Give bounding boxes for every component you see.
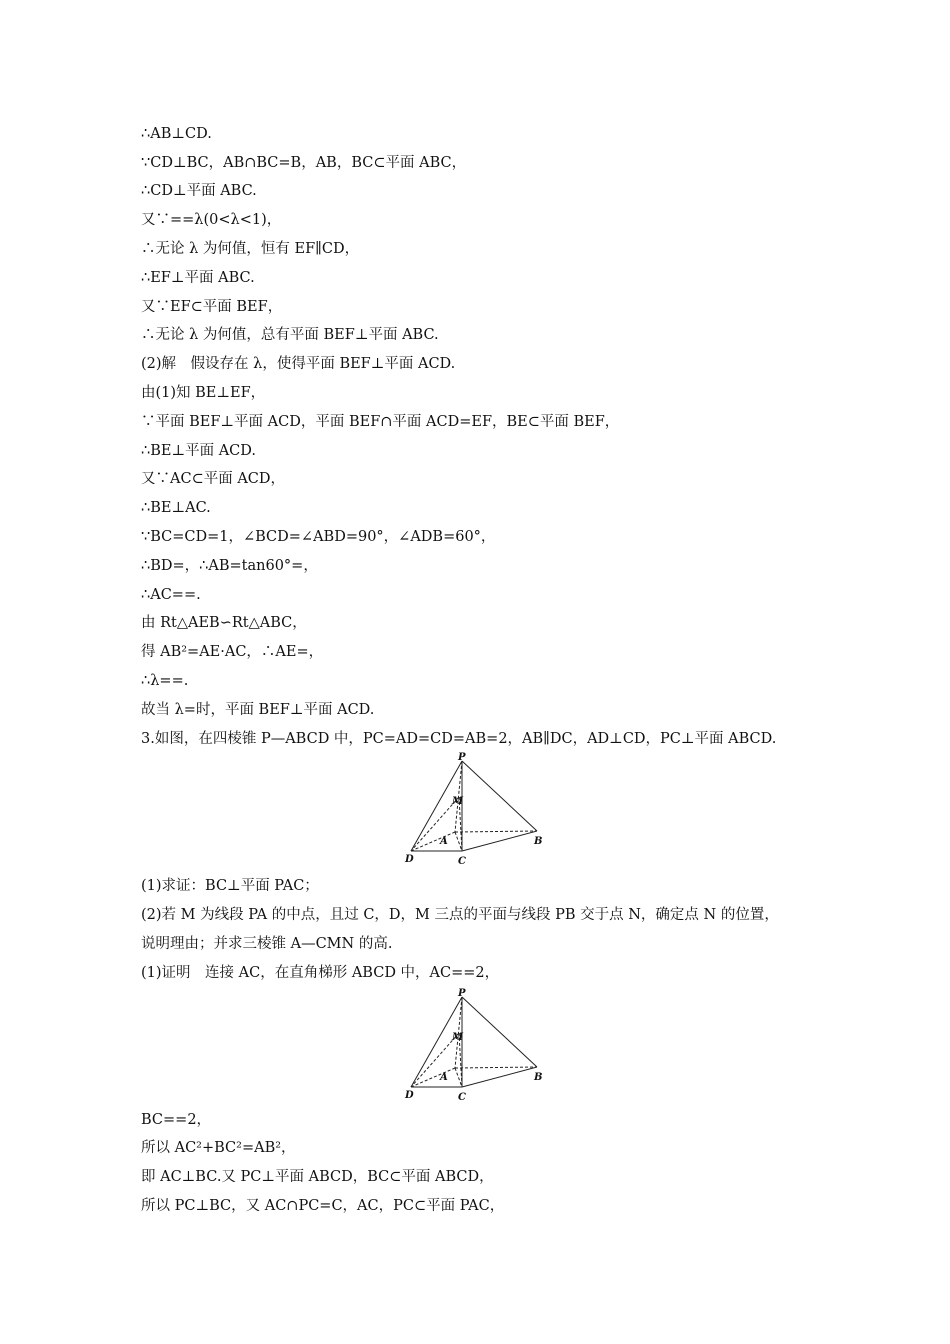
text-line: ∴无论 λ 为何值，恒有 EF∥CD， [141,241,360,257]
text-line: ∴CD⊥平面 ABC. [141,183,257,199]
vertex-label-c: C [458,856,466,867]
text-line: ∵平面 BEF⊥平面 ACD，平面 BEF∩平面 ACD=EF，BE⊂平面 BEF， [141,414,620,430]
text-line: ∴λ==. [141,673,189,689]
vertex-label-d: D [405,854,414,865]
vertex-label-b: B [534,1072,543,1083]
text-line: ∴AB⊥CD. [141,126,212,142]
text-line: 即 AC⊥BC.又 PC⊥平面 ABCD，BC⊂平面 ABCD， [141,1169,494,1185]
vertex-label-m: M [452,796,464,807]
problem-statement: 3.如图，在四棱锥 P—ABCD 中，PC=AD=CD=AB=2，AB∥DC，AD⊥CD，PC⊥平面 ABCD. [141,731,777,747]
pyramid-diagram [400,752,550,867]
text-line: (1)证明 连接 AC，在直角梯形 ABCD 中，AC==2， [141,965,500,981]
text-line: 所以 PC⊥BC，又 AC∩PC=C，AC，PC⊂平面 PAC， [141,1198,505,1214]
vertex-label-p: P [458,752,466,763]
vertex-label-p: P [458,988,466,999]
text-line: 由 Rt△AEB∽Rt△ABC， [141,615,307,631]
text-line: 由(1)知 BE⊥EF， [141,385,266,401]
text-line: 所以 AC²+BC²=AB²， [141,1140,296,1156]
vertex-label-d: D [405,1090,414,1101]
vertex-label-a: A [440,836,448,847]
text-line: ∴AC==. [141,587,201,603]
text-line: ∴BE⊥AC. [141,500,211,516]
pyramid-diagram-2 [400,988,550,1103]
text-line: 故当 λ=时，平面 BEF⊥平面 ACD. [141,702,375,718]
pyramid-figure-2 [400,988,550,1103]
vertex-label-m: M [452,1032,464,1043]
text-line: ∴BD=，∴AB=tan60°=， [141,558,318,574]
text-line: ∴无论 λ 为何值，总有平面 BEF⊥平面 ABC. [141,327,439,343]
text-line: (2)解 假设存在 λ，使得平面 BEF⊥平面 ACD. [141,356,456,372]
text-line: ∵CD⊥BC，AB∩BC=B，AB，BC⊂平面 ABC， [141,155,467,171]
vertex-label-c: C [458,1092,466,1103]
text-line: 又∵EF⊂平面 BEF， [141,299,283,315]
pyramid-figure [400,752,550,867]
text-line: BC==2， [141,1112,212,1128]
text-line: (1)求证：BC⊥平面 PAC； [141,878,319,894]
vertex-label-a: A [440,1072,448,1083]
text-line: ∴EF⊥平面 ABC. [141,270,255,286]
text-line: ∵BC=CD=1，∠BCD=∠ABD=90°，∠ADB=60°， [141,529,496,545]
text-line: (2)若 M 为线段 PA 的中点，且过 C，D，M 三点的平面与线段 PB 交于点 N，确定点 N 的位置， [141,907,779,923]
vertex-label-b: B [534,836,543,847]
text-line: 又∵AC⊂平面 ACD， [141,471,286,487]
text-line: ∴BE⊥平面 ACD. [141,443,256,459]
text-line: 又∵==λ(0<λ<1)， [141,212,282,228]
text-line: 得 AB²=AE·AC，∴AE=， [141,644,324,660]
text-line: 说明理由；并求三棱锥 A—CMN 的高. [141,936,393,952]
